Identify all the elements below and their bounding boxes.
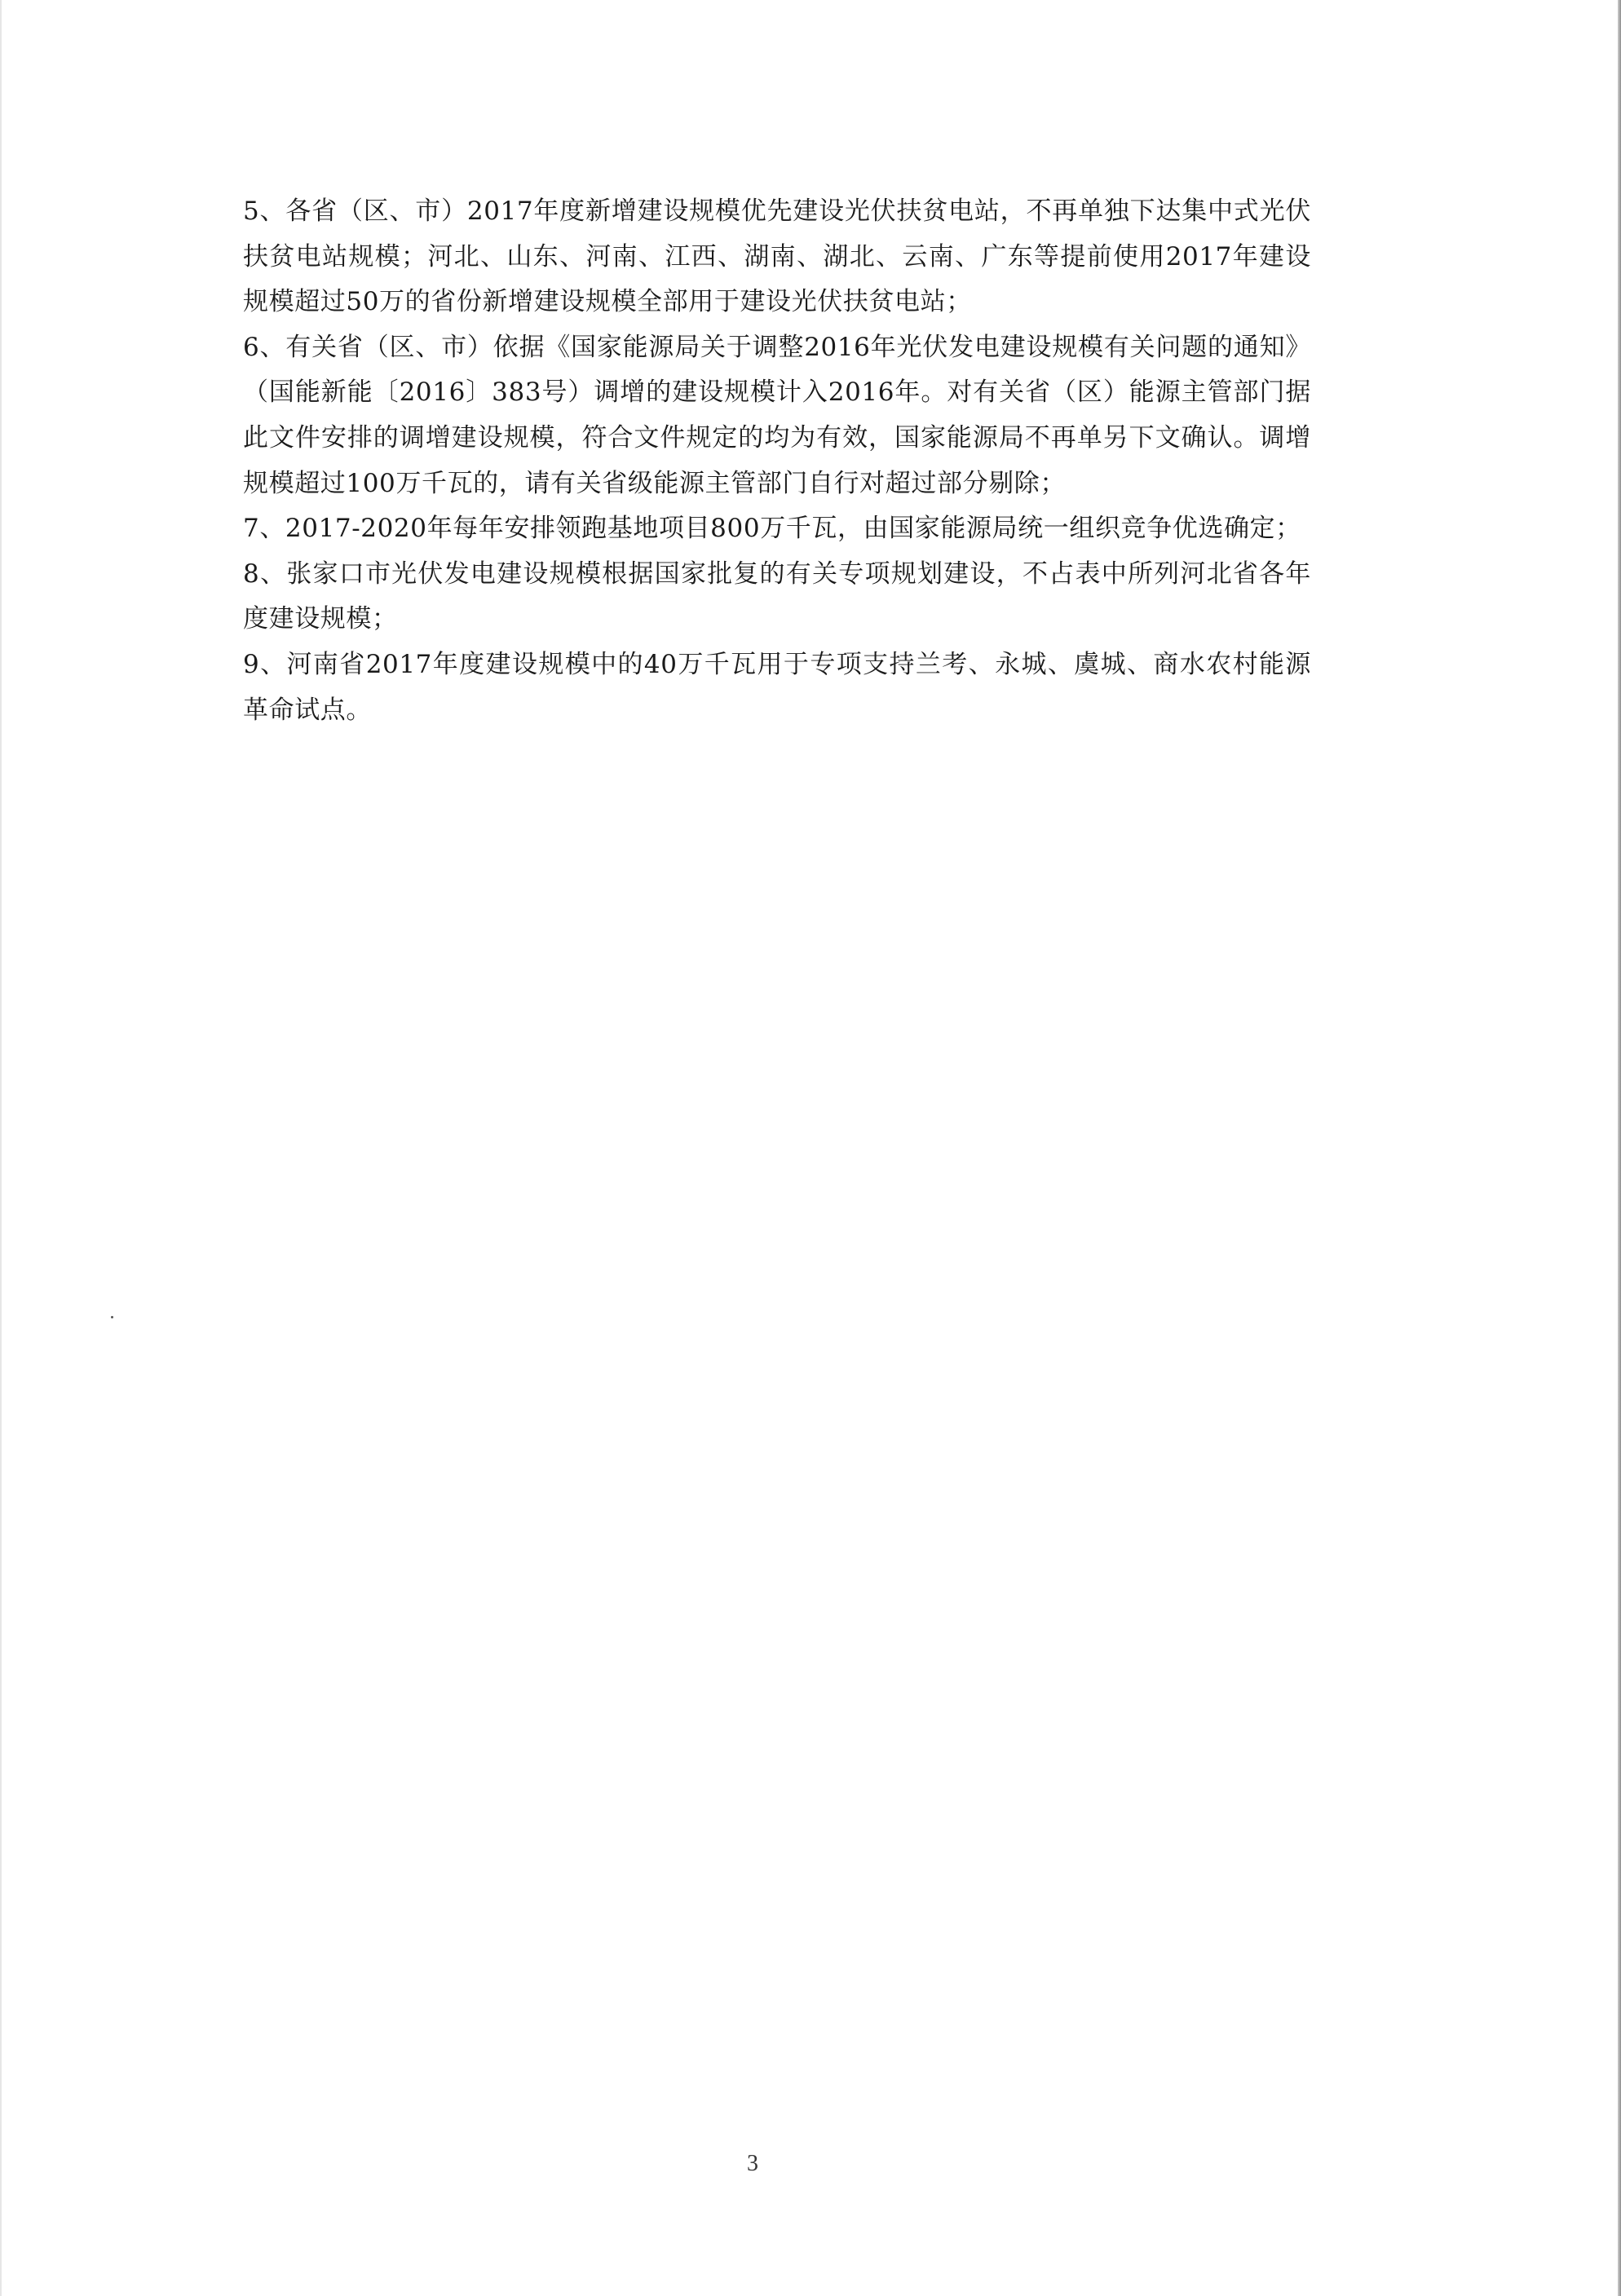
note-item-8: 8、张家口市光伏发电建设规模根据国家批复的有关专项规划建设，不占表中所列河北省各年度建设规模； [243,559,1311,634]
scan-speck [111,1316,113,1318]
note-item-9: 9、河南省2017年度建设规模中的40万千瓦用于专项支持兰考、永城、虞城、商水农村能源革命试点。 [243,649,1311,725]
note-item-6: 6、有关省（区、市）依据《国家能源局关于调整2016年光伏发电建设规模有关问题的通知》（国能新能〔2016〕383号）调增的建设规模计入2016年。对有关省（区）能源主管部门据此文件安排的调增建设规模，符合文件规定的均为有效，国家能源局不再单另下文确认。调增规模超过100万千瓦的，请有关省级能源主管部门自行对超过部分剔除； [243,332,1311,498]
document-body [243,189,1311,733]
page-number: 3 [747,2151,758,2176]
scan-edge-left [0,0,2,2296]
note-item-5: 5、各省（区、市）2017年度新增建设规模优先建设光伏扶贫电站，不再单独下达集中式光伏扶贫电站规模；河北、山东、河南、江西、湖南、湖北、云南、广东等提前使用2017年建设规模超过50万的省份新增建设规模全部用于建设光伏扶贫电站； [243,196,1311,317]
note-item-7: 7、2017-2020年每年安排领跑基地项目800万千瓦，由国家能源局统一组织竞争优选确定； [243,514,1301,544]
scan-edge-right [1618,0,1621,2296]
